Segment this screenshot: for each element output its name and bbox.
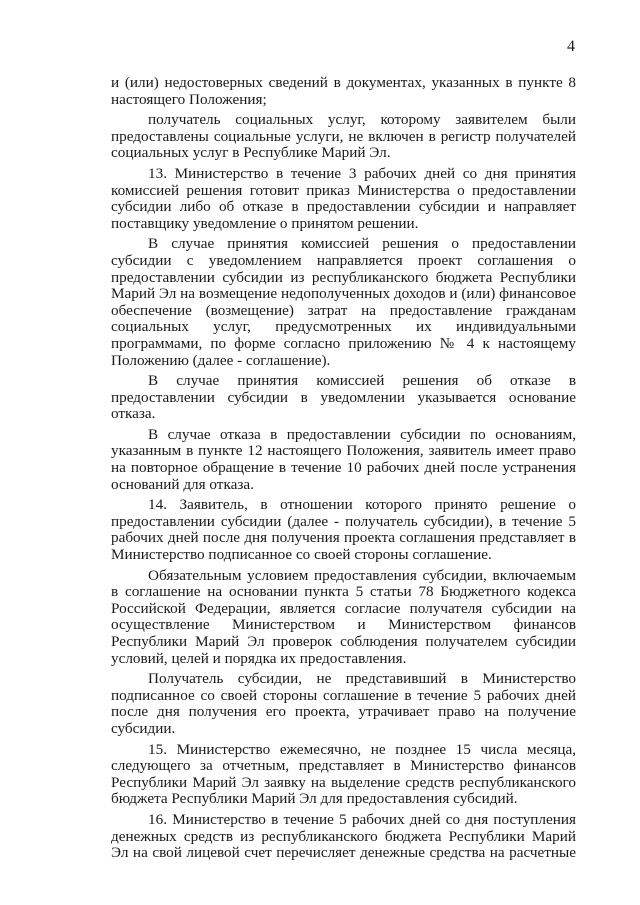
paragraph: В случае принятия комиссией решения об отказе в предоставлении субсидии в уведомлении указывается основание отказа. — [111, 372, 576, 423]
paragraph: получатель социальных услуг, которому заявителем были предоставлены социальные услуги, не включен в регистр получателей социальных услуг в Республике Марий Эл. — [111, 111, 576, 162]
paragraph: Получатель субсидии, не представивший в Министерство подписанное со своей стороны соглашение в течение 5 рабочих дней после дня получения его проекта, утрачивает право на получение субсидии. — [111, 670, 576, 737]
paragraph: и (или) недостоверных сведений в документах, указанных в пункте 8 настоящего Положения; — [111, 74, 576, 108]
paragraph: 14. Заявитель, в отношении которого принято решение о предоставлении субсидии (далее - получатель субсидии), в течение 5 рабочих дней после дня получения проекта соглашения представляет в Министерство подписанное со своей стороны соглашение. — [111, 496, 576, 564]
paragraph: 16. Министерство в течение 5 рабочих дней со дня поступления денежных средств из республиканского бюджета Республики Марий Эл на свой лицевой счет перечисляет денежные средства на расчетные — [111, 810, 576, 862]
paragraph: В случае отказа в предоставлении субсидии по основаниям, указанным в пункте 12 настоящего Положения, заявитель имеет право на повторное обращение в течение 10 рабочих дней после устранения оснований для отказа. — [111, 425, 576, 493]
page-number: 4 — [567, 38, 575, 55]
paragraph: 13. Министерство в течение 3 рабочих дней со дня принятия комиссией решения готовит приказ Министерства о предоставлении субсидии либо об отказе в предоставлении субсидии и направляет поставщику уведомление о принятом решении. — [111, 164, 576, 232]
paragraph: В случае принятия комиссией решения о предоставлении субсидии с уведомлением направляется проект соглашения о предоставлении субсидии из республиканского бюджета Республики Марий Эл на возмещение недополученных доходов и (или) финансовое обеспечение (возмещение) затрат на предоставление гражданам социальных услуг, предусмотренных их индивидуальными программами, по форме согласно приложению № 4 к настоящему Положению (далее - соглашение). — [111, 235, 576, 369]
paragraph: Обязательным условием предоставления субсидии, включаемым в соглашение на основании пункта 5 статьи 78 Бюджетного кодекса Российской Федерации, является согласие получателя субсидии на осуществление Министерством и Министерством финансов Республики Марий Эл проверок соблюдения получателем субсидии условий, целей и порядка их предоставления. — [111, 566, 576, 667]
paragraph: 15. Министерство ежемесячно, не позднее 15 числа месяца, следующего за отчетным, представляет в Министерство финансов Республики Марий Эл заявку на выделение средств республиканского бюджета Республики Марий Эл для предоставления субсидий. — [111, 740, 576, 808]
document-body — [111, 75, 576, 862]
